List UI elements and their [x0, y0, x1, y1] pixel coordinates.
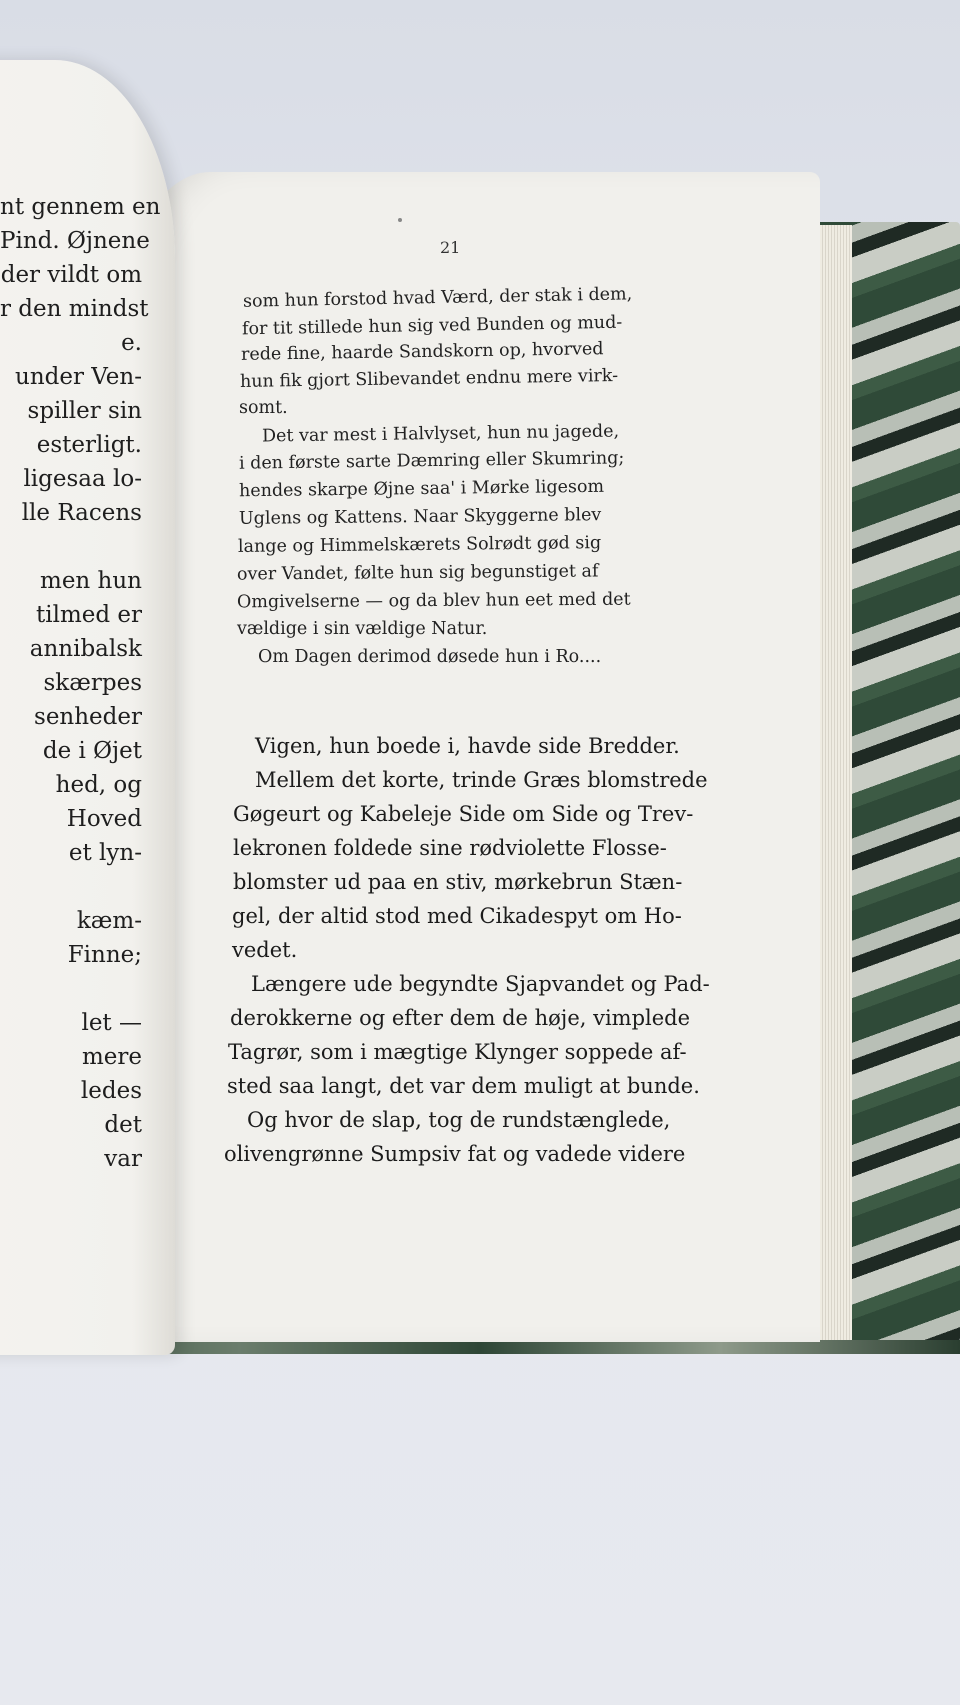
text-line: olivengrønne Sumpsiv fat og vadede videre — [224, 1142, 686, 1166]
text-line: Om Dagen derimod døsede hun i Ro.... — [258, 647, 602, 667]
text-line: i den første sarte Dæmring eller Skumring; — [238, 448, 625, 474]
text-line: Hoved — [66, 806, 142, 832]
text-line: et lyn- — [68, 840, 142, 866]
text-line: lange og Himmelskærets Solrødt gød sig — [237, 533, 602, 557]
text-line: lle Racens — [21, 500, 142, 526]
text-line — [0, 530, 175, 564]
text-line: nt gennem en — [0, 194, 161, 220]
text-line — [0, 972, 175, 1006]
text-line: Tagrør, som i mægtige Klynger soppede af- — [228, 1040, 687, 1064]
text-line: under Ven- — [15, 364, 142, 390]
text-line: vedet. — [232, 938, 298, 962]
text-line: det — [104, 1112, 142, 1138]
text-line: Pind. Øjnene — [0, 228, 150, 254]
text-line: Det var mest i Halvlyset, hun nu jagede, — [261, 421, 620, 447]
text-line: esterligt. — [36, 432, 142, 458]
text-line: e. — [121, 330, 142, 356]
left-page-text — [0, 190, 175, 1176]
text-line: spiller sin — [27, 398, 142, 424]
text-line: r den mindst — [0, 296, 149, 322]
text-line: hendes skarpe Øjne saa' i Mørke ligesom — [238, 476, 605, 502]
text-line: ledes — [80, 1078, 142, 1104]
text-line: ligesaa lo- — [23, 466, 142, 492]
text-line: sted saa langt, det var dem muligt at bunde. — [227, 1074, 700, 1098]
text-line: hed, og — [55, 772, 142, 798]
text-line: senheder — [34, 704, 142, 730]
text-line: Mellem det korte, trinde Græs blomstrede — [255, 768, 708, 792]
paper-speck — [398, 218, 402, 222]
text-line: der vildt om — [0, 262, 142, 288]
text-line: annibalsk — [29, 636, 142, 662]
text-line: vældige i sin vældige Natur. — [237, 619, 488, 639]
text-line: derokkerne og efter dem de høje, vimplede — [230, 1006, 691, 1030]
text-line: over Vandet, følte hun sig begunstiget af — [236, 561, 599, 585]
text-line: men hun — [40, 568, 142, 594]
text-line: som hun forstod hvad Værd, der stak i dem, — [242, 284, 633, 312]
text-line: Finne; — [67, 942, 142, 968]
text-line: Uglens og Kattens. Naar Skyggerne blev — [238, 505, 602, 529]
text-line — [0, 870, 175, 904]
text-line: tilmed er — [35, 602, 142, 628]
text-line: skærpes — [43, 670, 142, 696]
text-line: lekronen foldede sine rødviolette Flosse- — [233, 836, 667, 860]
text-line: Vigen, hun boede i, havde side Bredder. — [255, 734, 680, 758]
left-page — [0, 60, 175, 1355]
text-line: rede fine, haarde Sandskorn op, hvorved — [240, 339, 604, 365]
text-line: somt. — [239, 398, 288, 418]
text-line: Omgivelserne — og da blev hun eet med det — [236, 589, 631, 613]
text-line: Længere ude begyndte Sjapvandet og Pad- — [251, 972, 710, 996]
text-line: blomster ud paa en stiv, mørkebrun Stæn- — [233, 870, 683, 894]
text-line: mere — [81, 1044, 142, 1070]
text-line: gel, der altid stod med Cikadespyt om Ho- — [232, 904, 682, 928]
text-line: kæm- — [76, 908, 142, 934]
text-line: var — [104, 1146, 142, 1172]
text-line: Og hvor de slap, tog de rundstænglede, — [247, 1108, 671, 1132]
text-line: Gøgeurt og Kabeleje Side om Side og Trev- — [233, 802, 694, 826]
text-line: let — — [81, 1010, 142, 1036]
text-line: hun fik gjort Slibevandet endnu mere virk- — [239, 366, 619, 392]
text-line: for tit stillede hun sig ved Bunden og mud- — [241, 312, 623, 340]
page-number: 21 — [440, 238, 461, 257]
text-line: de i Øjet — [42, 738, 142, 764]
